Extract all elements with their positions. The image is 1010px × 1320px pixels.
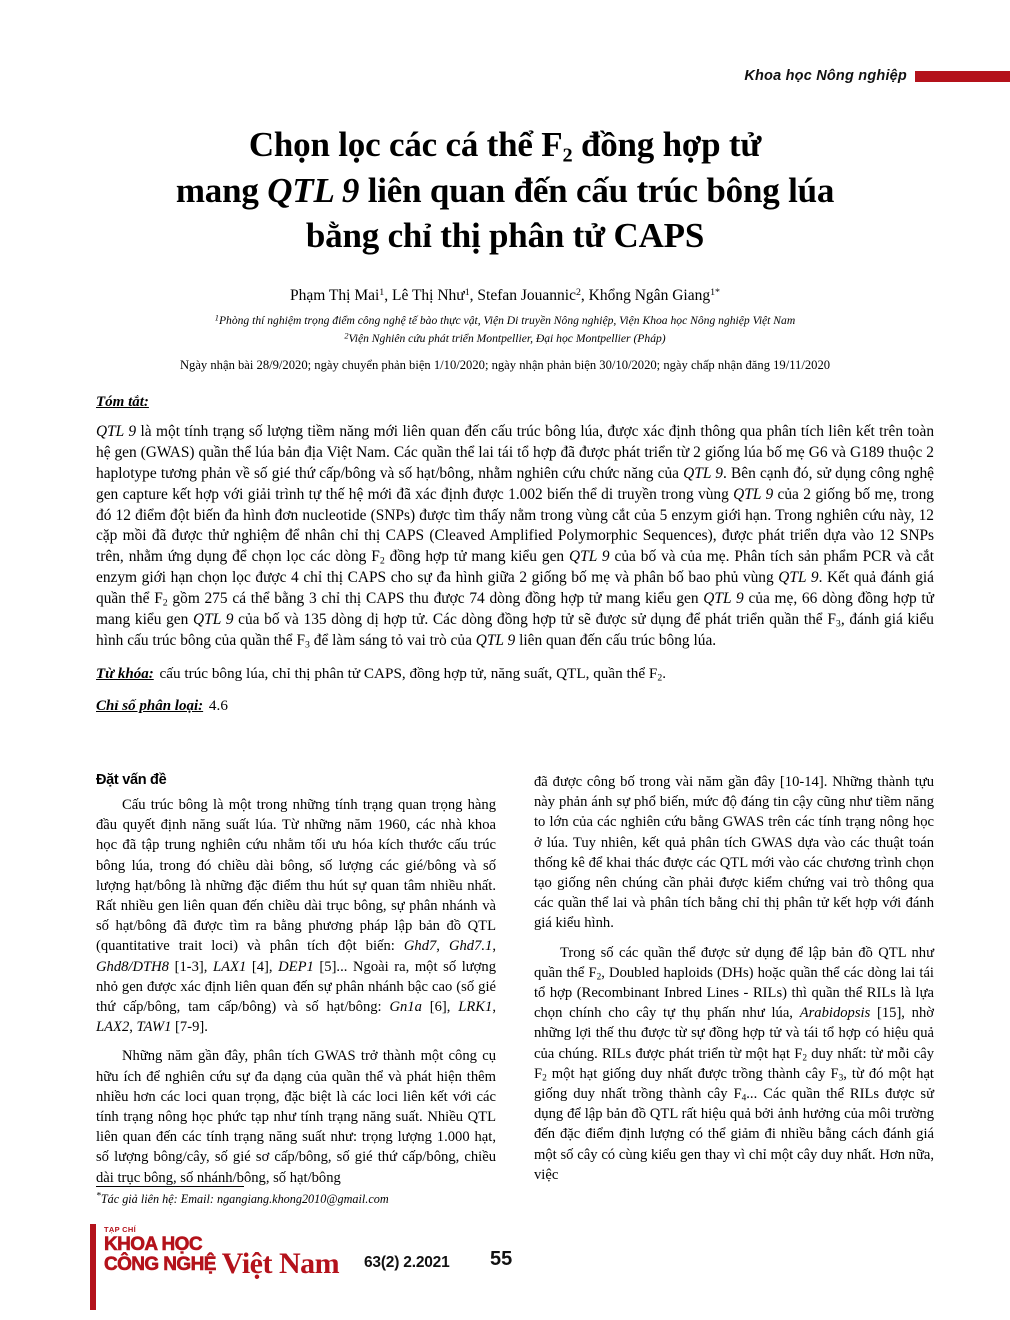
- abstract-t12: . Kết quả đánh giá quần thể F: [96, 569, 935, 607]
- lp1-b8: ,: [129, 1019, 137, 1036]
- footnote-divider: [96, 1186, 244, 1187]
- title-line-2-part-b: liên quan đến cấu trúc bông lúa: [359, 170, 835, 210]
- author-name-4: Khổng Ngân Giang: [588, 287, 711, 304]
- author-name-2: Lê Thị Như: [392, 287, 465, 304]
- classification-label: Chỉ số phân loại:: [96, 698, 204, 715]
- gene-lax1: LAX1: [213, 958, 247, 975]
- gene-lax2: LAX2: [96, 1019, 130, 1036]
- title-line-1: [90, 122, 920, 168]
- body-column-right: [534, 772, 934, 1182]
- abstract-t22: để làm sáng tỏ vai trò của: [309, 631, 476, 649]
- rp2-a: Trong số các quần thể được sử dụng để lập bản đồ QTL như quần thể F: [534, 944, 934, 981]
- abstract-gene-4: QTL 9: [569, 548, 610, 566]
- abstract-gene-2: QTL 9: [683, 464, 723, 482]
- abstract-t20: , đánh giá kiểu hình cấu trúc bông của quần thể F: [96, 610, 935, 649]
- gene-gn1a: Gn1a: [389, 999, 422, 1016]
- title-line-1-part-a: Chọn lọc các cá thể F: [248, 125, 563, 164]
- footnote-marker: *: [96, 1190, 101, 1202]
- issue-number: 63(2) 2.2021: [364, 1254, 450, 1271]
- lp1-b2: ,: [492, 938, 496, 955]
- gene-ghd7-1: Ghd7.1: [448, 938, 493, 955]
- masthead-tapchi-label: TẠP CHÍ: [104, 1225, 136, 1234]
- affiliation-1: [70, 312, 940, 330]
- masthead-line-2: CÔNG NGHỆ: [104, 1253, 216, 1275]
- lp1-b3: [1-3],: [168, 958, 214, 975]
- body-column-left: [96, 772, 496, 1186]
- masthead-line-1: KHOA HỌC: [104, 1233, 202, 1255]
- abstract-gene-6: QTL 9: [703, 590, 744, 607]
- abstract-gene-1: QTL 9: [96, 423, 137, 440]
- author-name-3: Stefan Jouannic: [477, 287, 576, 304]
- journal-masthead-logo: [104, 1225, 340, 1280]
- abstract-t16: của mẹ, 66 dòng đồng hợp tử mang kiểu gen: [96, 590, 935, 628]
- keywords-text-a: cấu trúc bông lúa, chỉ thị phân tử CAPS, đồng hợp tử, năng suất, QTL, quần thể F: [155, 664, 658, 682]
- affiliation-2-text: Viện Nghiên cứu phát triển Montpellier, Đại học Montpellier (Pháp): [348, 331, 666, 345]
- abstract-gene-3: QTL 9: [733, 485, 774, 503]
- rp2-e: một hạt giống duy nhất được trồng thành cây F: [546, 1065, 839, 1082]
- body-columns: [96, 772, 935, 1186]
- abstract-t18: của bố và 135 dòng dị hợp tử. Các dòng đồng hợp tử sẽ được sử dụng để phát triển quần thể F: [233, 610, 836, 628]
- keywords-sub: 2: [657, 672, 663, 684]
- rp2-sub-1: 2: [596, 972, 602, 983]
- gene-dep1: DEP1: [278, 958, 314, 975]
- author-list: Phạm Thị Mai$^1$, Lê Thị Như$^1$, Stefan Jouannic$^2$, Khổng Ngân Giang$^{1*}$: [290, 287, 720, 304]
- gene-taw1: TAW1: [136, 1019, 172, 1036]
- page-footer: [90, 1224, 935, 1310]
- running-head-accent-bar: [915, 71, 1010, 82]
- lp1-a: Cấu trúc bông là một trong những tính trạng quan trọng hàng đầu quyết định năng suất lúa. Từ những năm 1960, các nhà khoa học đã tập trung nghiên cứu nhằm tối ưu hóa kích thước cấu trúc bông lúa, trong đó chiều dài bông, số lượng các gié/bông và số lượng hạt/bông là những đặc điểm thu hút sự quan tâm nhiều nhất. Rất nhiều gen liên quan đến chiều dài trục bông, sự phân nhánh và số hạt/bông đã được tìm ra bằng phương pháp lập bản đồ QTL (quantitative trait loci) và phân tích đột biến:: [96, 797, 496, 955]
- affiliation-2: [70, 330, 940, 348]
- affiliations: [70, 312, 940, 348]
- lp1-b5: [5]... Ngoài ra, một số lượng nhỏ gen được xác định liên quan đến sự phân nhánh bậc cao (số gié thứ cấp/bông, tam cấp/bông) và số hạt/bông:: [96, 958, 496, 1016]
- gene-ghd8-dth8: Ghd8/DTH8: [96, 958, 169, 975]
- abstract-sub-3: 3: [835, 618, 841, 630]
- left-paragraph-1: [96, 795, 496, 1037]
- abstract-text: [96, 422, 934, 652]
- species-arabidopsis: Arabidopsis: [799, 1005, 871, 1022]
- running-head-text: Khoa học Nông nghiệp: [744, 68, 907, 84]
- title-line-1-part-b: đồng hợp tử: [572, 125, 762, 164]
- abstract-t2: là một tính trạng số lượng tiềm năng mới liên quan đến cấu trúc bông lúa, được xác định thông qua phân tích liên kết trên toàn hệ gen (GWAS) quần thể lúa bản địa Việt Nam. Các quần thể lai tái tổ hợp đã được phát triển từ 2 giống lúa bố mẹ G6 và G189 thuộc 2 haplotype tương phản về số gié thứ cấp/bông và số hạt/bông, nhằm nghiên cứu chức năng của: [96, 423, 935, 482]
- lp1-b9: [7-9].: [171, 1019, 208, 1036]
- masthead-vietnam: Việt Nam: [221, 1246, 340, 1280]
- affiliation-1-text: Phòng thí nghiệm trọng điểm công nghệ tế bào thực vật, Viện Di truyền Nông nghiệp, Viện Khoa học Nông nghiệp Việt Nam: [218, 314, 796, 327]
- corresponding-author-footnote: [96, 1186, 496, 1208]
- footer-accent-bar: [90, 1224, 96, 1310]
- keywords-label: Từ khóa:: [96, 665, 154, 682]
- abstract-t24: liên quan đến cấu trúc bông lúa.: [515, 631, 717, 649]
- abstract-label: Tóm tắt:: [96, 394, 149, 410]
- gene-lrk1: LRK1: [458, 999, 493, 1016]
- affiliation-2-marker: 2: [344, 331, 349, 341]
- masthead-text-stack: [104, 1226, 216, 1275]
- title-line-3: bằng chỉ thị phân tử CAPS: [305, 216, 705, 255]
- abstract-sub-4: 3: [305, 639, 310, 651]
- running-head: [90, 68, 1010, 84]
- page-title: [90, 122, 920, 259]
- keywords-text-b: .: [662, 664, 666, 682]
- lp1-b7: ,: [492, 999, 496, 1016]
- rp2-c: [15], nhờ những lợi thế thu được từ sự đồng hợp tử và tái tổ hợp có hiệu quả của chúng. RILs được phát triển từ một hạt F: [534, 1005, 934, 1062]
- lp1-b1: ,: [436, 938, 449, 955]
- abstract-gene-5: QTL 9: [778, 569, 819, 587]
- abstract-gene-7: QTL 9: [193, 610, 234, 628]
- author-2-affil-marker: 1: [464, 287, 470, 299]
- author-4-affil-marker: 1*: [710, 287, 720, 299]
- footnote-body: Tác giả liên hệ: Email: ngangiang.khong2010@gmail.com: [100, 1192, 389, 1206]
- right-paragraph-1: đã được công bố trong vài năm gần đây [10-14]. Những thành tựu này phản ánh sự phổ biến, mức độ đáng tin cậy cũng như tiềm năng to lớn của các nghiên cứu bằng GWAS trên các tính trạng nông học ở lúa. Tuy nhiên, kết quả phân tích GWAS dựa vào các thuật toán thống kê để khai thác được các QTL mới vào các chương trình chọn tạo giống nên chúng cần phải được kiểm chứng vai trò thông qua các quần thể lai và phân tích bằng chỉ thị phân tử kết hợp với đánh giá kiểu hình.: [534, 774, 934, 932]
- title-f2-subscript: 2: [562, 144, 573, 167]
- abstract-t10: của bố và của mẹ. Phân tích sản phẩm PCR và cắt enzym giới hạn chọn lọc được 4 chỉ thị CAPS cho sự đa hình giữa 2 giống bố mẹ và phân bố bao phủ vùng: [96, 548, 935, 587]
- keywords-line: [96, 664, 934, 685]
- author-3-affil-marker: 2: [575, 287, 581, 299]
- lp1-b6: [6],: [421, 999, 459, 1016]
- lp1-b4: [4],: [246, 958, 279, 975]
- title-line-2-part-a: mang: [175, 170, 268, 210]
- abstract-t4: . Bên cạnh đó, sử dụng công nghệ gen capture kết hợp với giải trình tự thế hệ mới đã xác định được 1.002 biến thể di truyền trong vùng: [96, 464, 935, 503]
- rp2-b: , Doubled haploids (DHs) hoặc quần thể các dòng lai tái tổ hợp (Recombinant Inbred Lines - RILs) thì quần thể RILs là lựa chọn chính cho cây tự thụ phấn như lúa,: [534, 964, 934, 1022]
- section-heading-introduction: Đặt vấn đề: [96, 772, 167, 788]
- abstract-t14: gồm 275 cá thể bằng 3 chỉ thị CAPS thu được 74 dòng đồng hợp tử mang kiểu gen: [167, 590, 704, 607]
- rp2-d: duy nhất: từ mỗi cây F: [534, 1045, 934, 1082]
- page-number: 55: [490, 1248, 513, 1270]
- classification-value: 4.6: [208, 697, 228, 715]
- title-line-2: [90, 168, 920, 214]
- title-gene-name: QTL 9: [267, 170, 360, 210]
- rp2-sub-2: 2: [802, 1053, 808, 1064]
- author-name-1: Phạm Thị Mai: [290, 287, 380, 304]
- left-paragraph-2: Những năm gần đây, phân tích GWAS trở thành một công cụ hữu ích để nghiên cứu sự đa dạng của quần thể và phát hiện thêm nhiều hơn các loci quan trọng, đặc biệt là các loci liên kết với các tính trạng nông học phức tạp như tính trạng năng suất. Nhiều QTL liên quan đến các tính trạng năng suất như: trọng lượng 1.000 hạt, số lượng bông/cây, số gié sơ cấp/bông, số gié thứ cấp/bông, chiều dài trục bông, số nhánh/bông, số hạt/bông: [96, 1048, 496, 1186]
- rp2-g: ... Các quần thể RILs được sử dụng để lập bản đồ QTL rất hiệu quả bởi ảnh hưởng của môi trường đến đặc điểm định lượng có thể giảm đi nhiều bằng cách đánh giá một số cây có cùng kiểu gen thay vì chỉ một cây duy nhất. Hơn nữa, việc: [534, 1086, 935, 1183]
- rp2-sub-3: 2: [542, 1073, 547, 1084]
- right-paragraph-2: [534, 943, 934, 1185]
- rp2-sub-4: 3: [838, 1073, 844, 1084]
- author-1-affil-marker: 1: [379, 287, 385, 299]
- submission-dates: Ngày nhận bài 28/9/2020; ngày chuyển phản biện 1/10/2020; ngày nhận phản biện 30/10/2020; ngày chấp nhận đăng 19/11/2020: [179, 358, 831, 372]
- classification-line: [96, 696, 934, 717]
- abstract-t8: đồng hợp tử mang kiểu gen: [384, 548, 570, 566]
- rp2-sub-5: 4: [741, 1093, 747, 1104]
- abstract-section: [96, 394, 934, 717]
- abstract-sub-2: 2: [162, 597, 168, 609]
- footnote-text: [96, 1192, 496, 1208]
- gene-ghd7: Ghd7: [403, 938, 437, 955]
- rp2-f: , từ đó một hạt giống duy nhất trồng thành cây F: [534, 1065, 934, 1103]
- abstract-t6: của 2 giống bố mẹ, trong đó 12 điểm đột biến đa hình đơn nucleotide (SNPs) được tìm thấy nằm trong vùng cắt của 5 enzym giới hạn. Trong nghiên cứu này, 12 cặp mồi đã được thử nghiệm để nhân chỉ thị CAPS (Cleaved Amplified Polymorphic Sequences), được phát triển dựa vào 12 SNPs trên, nhằm ứng dụng để chọn lọc các dòng F: [96, 485, 934, 566]
- abstract-gene-8: QTL 9: [475, 631, 516, 649]
- affiliation-1-marker: 1: [214, 313, 219, 323]
- abstract-sub-1: 2: [379, 555, 385, 567]
